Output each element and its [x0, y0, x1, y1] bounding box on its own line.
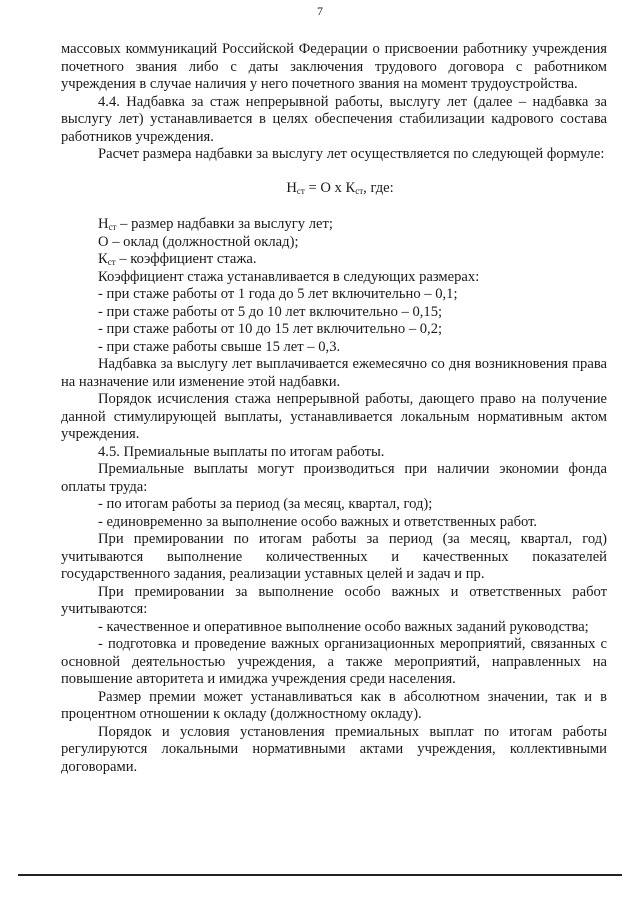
paragraph-seniority-order: Порядок исчисления стажа непрерывной работы, дающего право на получение данной стимулирующей выплаты, устанавливается локальным нормативным актом учреждения. [61, 391, 607, 442]
page-number: 7 [317, 4, 323, 18]
definition-kst: $К_{ст}$ – коэффициент стажа. [98, 251, 257, 267]
paragraph-premium-conditions: Премиальные выплаты могут производиться при наличии экономии фонда оплаты труда: [61, 461, 607, 495]
coefficient-intro: Коэффициент стажа устанавливается в следующих размерах: [98, 268, 480, 285]
premium-item: - единовременно за выполнение особо важных и ответственных работ. [98, 513, 538, 530]
definition-nst: $Н_{ст}$ – размер надбавки за выслугу лет; [98, 216, 333, 232]
coefficient-item: - при стаже работы от 1 года до 5 лет включительно – 0,1; [98, 286, 458, 302]
premium-item: - по итогам работы за период (за месяц, квартал, год); [98, 496, 433, 512]
coefficient-item: - при стаже работы от 5 до 10 лет включительно – 0,15; [98, 303, 443, 320]
paragraph-premium-size: Размер премии может устанавливаться как в абсолютном значении, так и в процентном отношении к окладу (должностному окладу). [61, 688, 607, 722]
bottom-rule [18, 874, 622, 876]
formula: $Н_{ст} = О$ х $К_{ст}$, где: [286, 179, 394, 196]
coefficient-item: - при стаже работы от 10 до 15 лет включительно – 0,2; [98, 321, 443, 337]
paragraph-regulation: Порядок и условия установления премиальных выплат по итогам работы регулируются локальными нормативными актами учреждения, коллективными договорами. [61, 723, 607, 775]
paragraph-4-4: 4.4. Надбавка за стаж непрерывной работы, выслугу лет (далее – надбавка за выслугу лет) устанавливается в целях обеспечения стабилизации кадрового состава работников учреждения. [61, 93, 607, 145]
coefficient-item: - при стаже работы свыше 15 лет – 0,3. [98, 338, 341, 355]
paragraph-continuation: массовых коммуникаций Российской Федерации о присвоении работнику учреждения почетного звания либо с даты заключения трудового договора с работником учреждения в случае наличия у него почетного звания на момент трудоустройства. [61, 41, 607, 92]
paragraph-period-premium: При премировании по итогам работы за период (за месяц, квартал, год) учитываются выполнение количественных и качественных показателей государственного задания, реализации уставных целей и задач и пр. [61, 531, 607, 582]
paragraph-formula-intro: Расчет размера надбавки за выслугу лет осуществляется по следующей формуле: [98, 146, 605, 162]
list-item-events: - подготовка и проведение важных организационных мероприятий, связанных с основной деятельностью учреждения, а также мероприятий, направленных на повышение авторитета и имиджа учреждения среди населения. [61, 636, 607, 687]
paragraph-4-5: 4.5. Премиальные выплаты по итогам работы. [98, 443, 385, 460]
definition-o: О – оклад (должностной оклад); [98, 233, 299, 250]
document-body [61, 41, 607, 776]
paragraph-important-works: При премировании за выполнение особо важных и ответственных работ учитываются: [61, 583, 607, 617]
list-item-quality: - качественное и оперативное выполнение особо важных заданий руководства; [98, 618, 589, 635]
paragraph-payment: Надбавка за выслугу лет выплачивается ежемесячно со дня возникновения права на назначение или изменение этой надбавки. [61, 356, 607, 390]
